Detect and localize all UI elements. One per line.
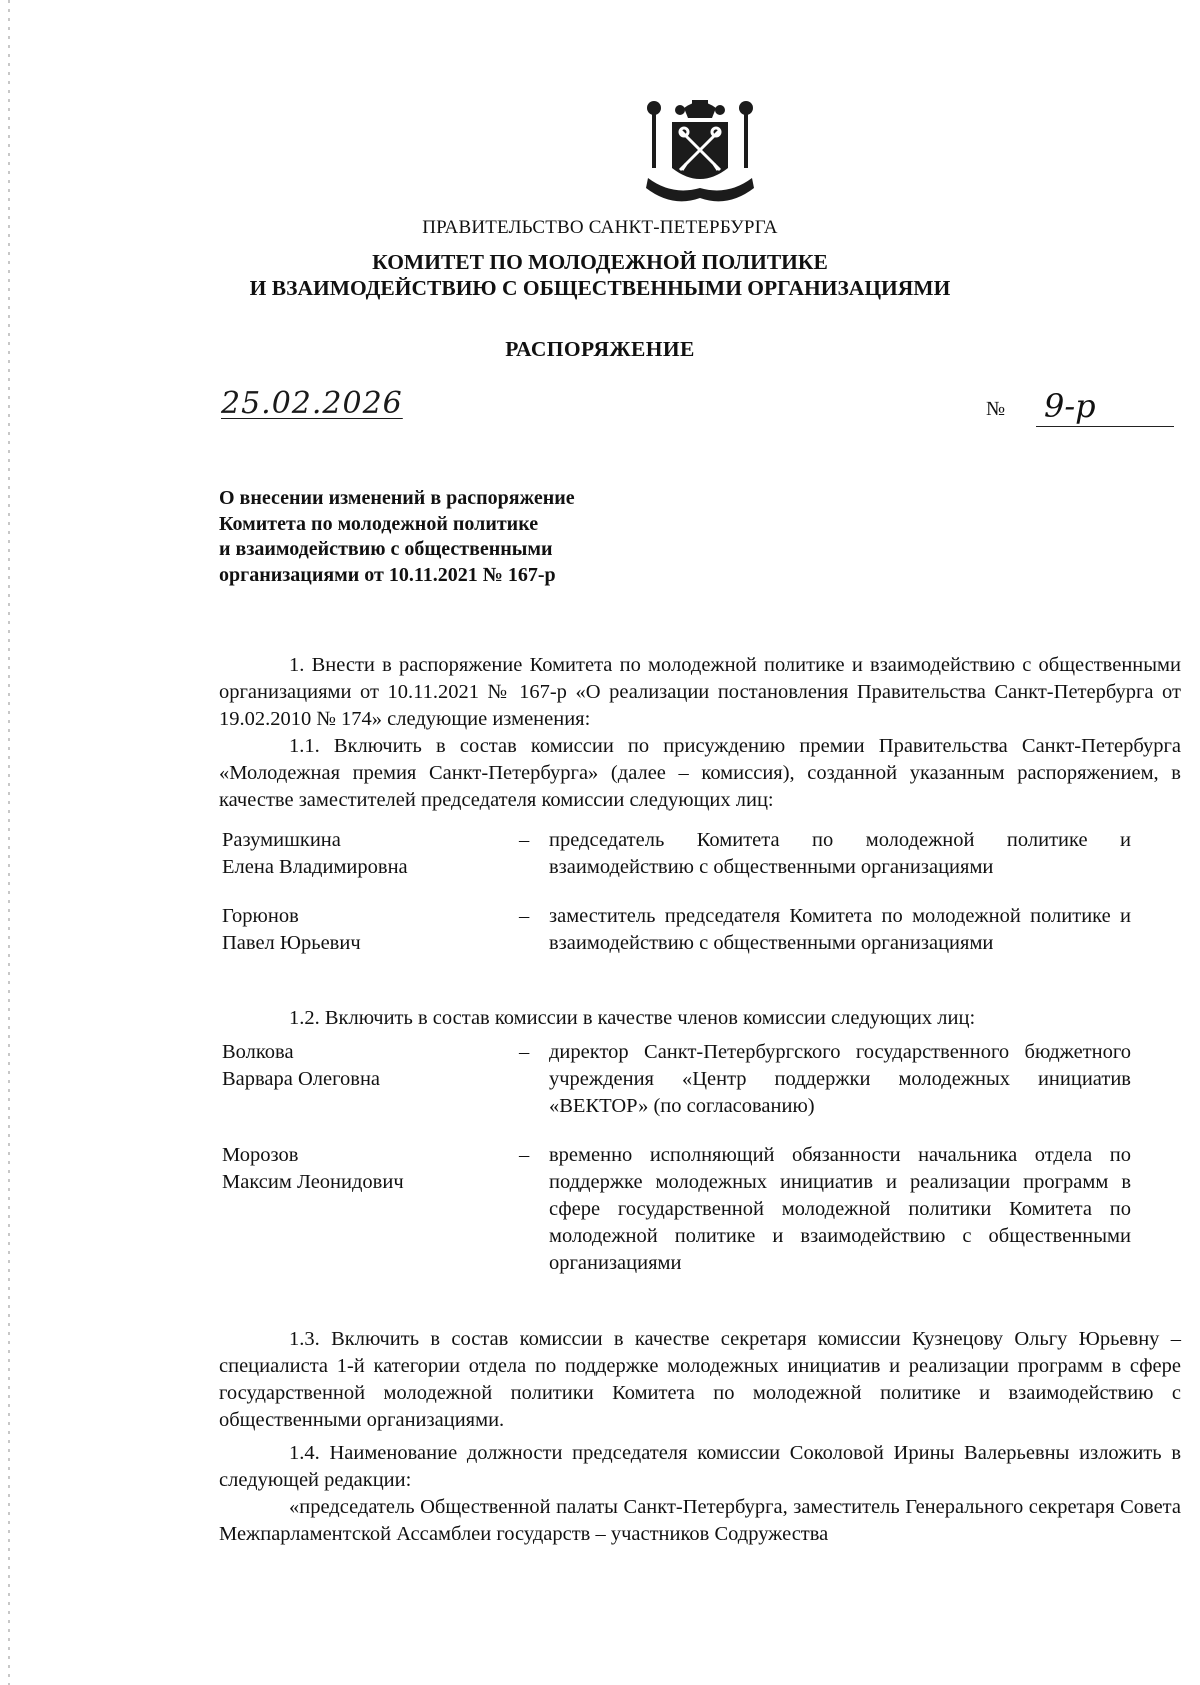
dash-separator: – [519, 829, 530, 851]
number-label: № [986, 398, 1006, 420]
paragraph-1-text: 1. Внести в распоряжение Комитета по молодежной политике и взаимодействию с общественными организациями от 10.11.2021 № 167-р «О реализации постановления Правительства Санкт-Петербурга от 19.02.2010 № 174» следующие изменения: [219, 654, 1181, 730]
subject-line: и взаимодействию с общественными [219, 538, 553, 560]
document-date: 25.02.2026 [221, 386, 403, 421]
person-given-name: Павел Юрьевич [222, 932, 361, 954]
person-surname: Разумишкина [222, 829, 341, 851]
subject-line: организациями от 10.11.2021 № 167-р [219, 563, 556, 586]
subject-line: О внесении изменений в распоряжение [219, 487, 575, 509]
person-surname: Морозов [222, 1144, 299, 1166]
person-role: заместитель председателя Комитета по молодежной политике и взаимодействию с общественными организациями [549, 905, 1131, 954]
person-name [222, 1039, 512, 1093]
government-name: ПРАВИТЕЛЬСТВО САНКТ-ПЕТЕРБУРГА [422, 217, 778, 238]
paragraph-1-4 [219, 1440, 1181, 1494]
committee-line-1: КОМИТЕТ ПО МОЛОДЕЖНОЙ ПОЛИТИКЕ [372, 250, 828, 274]
paragraph-1-3 [219, 1326, 1181, 1434]
person-surname: Волкова [222, 1041, 294, 1063]
dash-separator: – [519, 905, 530, 927]
person-name [222, 1142, 512, 1196]
paragraph-1-3-text: 1.3. Включить в состав комиссии в качестве секретаря комиссии Кузнецову Ольгу Юрьевну – специалиста 1-й категории отдела по поддержке молодежных инициатив и реализации программ в сфере государственной молодежной политики Комитета по молодежной политике и взаимодействию с общественными организациями. [219, 1328, 1181, 1431]
committee-name [0, 249, 1200, 301]
committee-line-2: И ВЗАИМОДЕЙСТВИЮ С ОБЩЕСТВЕННЫМИ ОРГАНИЗАЦИЯМИ [249, 276, 951, 300]
paragraph-1-2 [219, 1005, 1181, 1032]
subject-line: Комитета по молодежной политике [219, 512, 539, 535]
paragraph-1-1 [219, 733, 1181, 814]
person-given-name: Варвара Олеговна [222, 1068, 381, 1090]
paragraph-1 [219, 652, 1181, 733]
person-given-name: Елена Владимировна [222, 856, 408, 878]
person-surname: Горюнов [222, 905, 299, 927]
person-name [222, 903, 512, 957]
document-type: РАСПОРЯЖЕНИЕ [505, 337, 695, 361]
subject-heading [219, 486, 679, 588]
person-role: директор Санкт-Петербургского государственного бюджетного учреждения «Центр поддержки молодежных инициатив «ВЕКТОР» (по согласованию) [549, 1041, 1131, 1117]
paragraph-1-4-text: 1.4. Наименование должности председателя комиссии Соколовой Ирины Валерьевны изложить в следующей редакции: [219, 1442, 1181, 1491]
paragraph-1-1-text: 1.1. Включить в состав комиссии по присуждению премии Правительства Санкт-Петербурга «Молодежная премия Санкт-Петербурга» (далее – комиссия), созданной указанным распоряжением, в качестве заместителей председателя комиссии следующих лиц: [219, 735, 1181, 811]
person-name [222, 827, 512, 881]
person-role: временно исполняющий обязанности начальника отдела по поддержке молодежных инициатив и реализации программ в сфере государственной молодежной политики Комитета по молодежной политике и взаимодействию с общественными организациями [549, 1144, 1131, 1274]
coat-of-arms-icon [642, 98, 758, 210]
dash-separator: – [519, 1144, 530, 1166]
dash-separator: – [519, 1041, 530, 1063]
person-given-name: Максим Леонидович [222, 1171, 404, 1193]
quoted-text [219, 1494, 1181, 1548]
number-value: 9-р [1036, 386, 1174, 427]
person-role: председатель Комитета по молодежной политике и взаимодействию с общественными организациями [549, 829, 1131, 878]
quoted-text-content: «председатель Общественной палаты Санкт-Петербурга, заместитель Генерального секретаря Совета Межпарламентской Ассамблеи государств – участников Содружества [219, 1496, 1181, 1545]
paragraph-1-2-text: 1.2. Включить в состав комиссии в качестве членов комиссии следующих лиц: [289, 1007, 976, 1029]
